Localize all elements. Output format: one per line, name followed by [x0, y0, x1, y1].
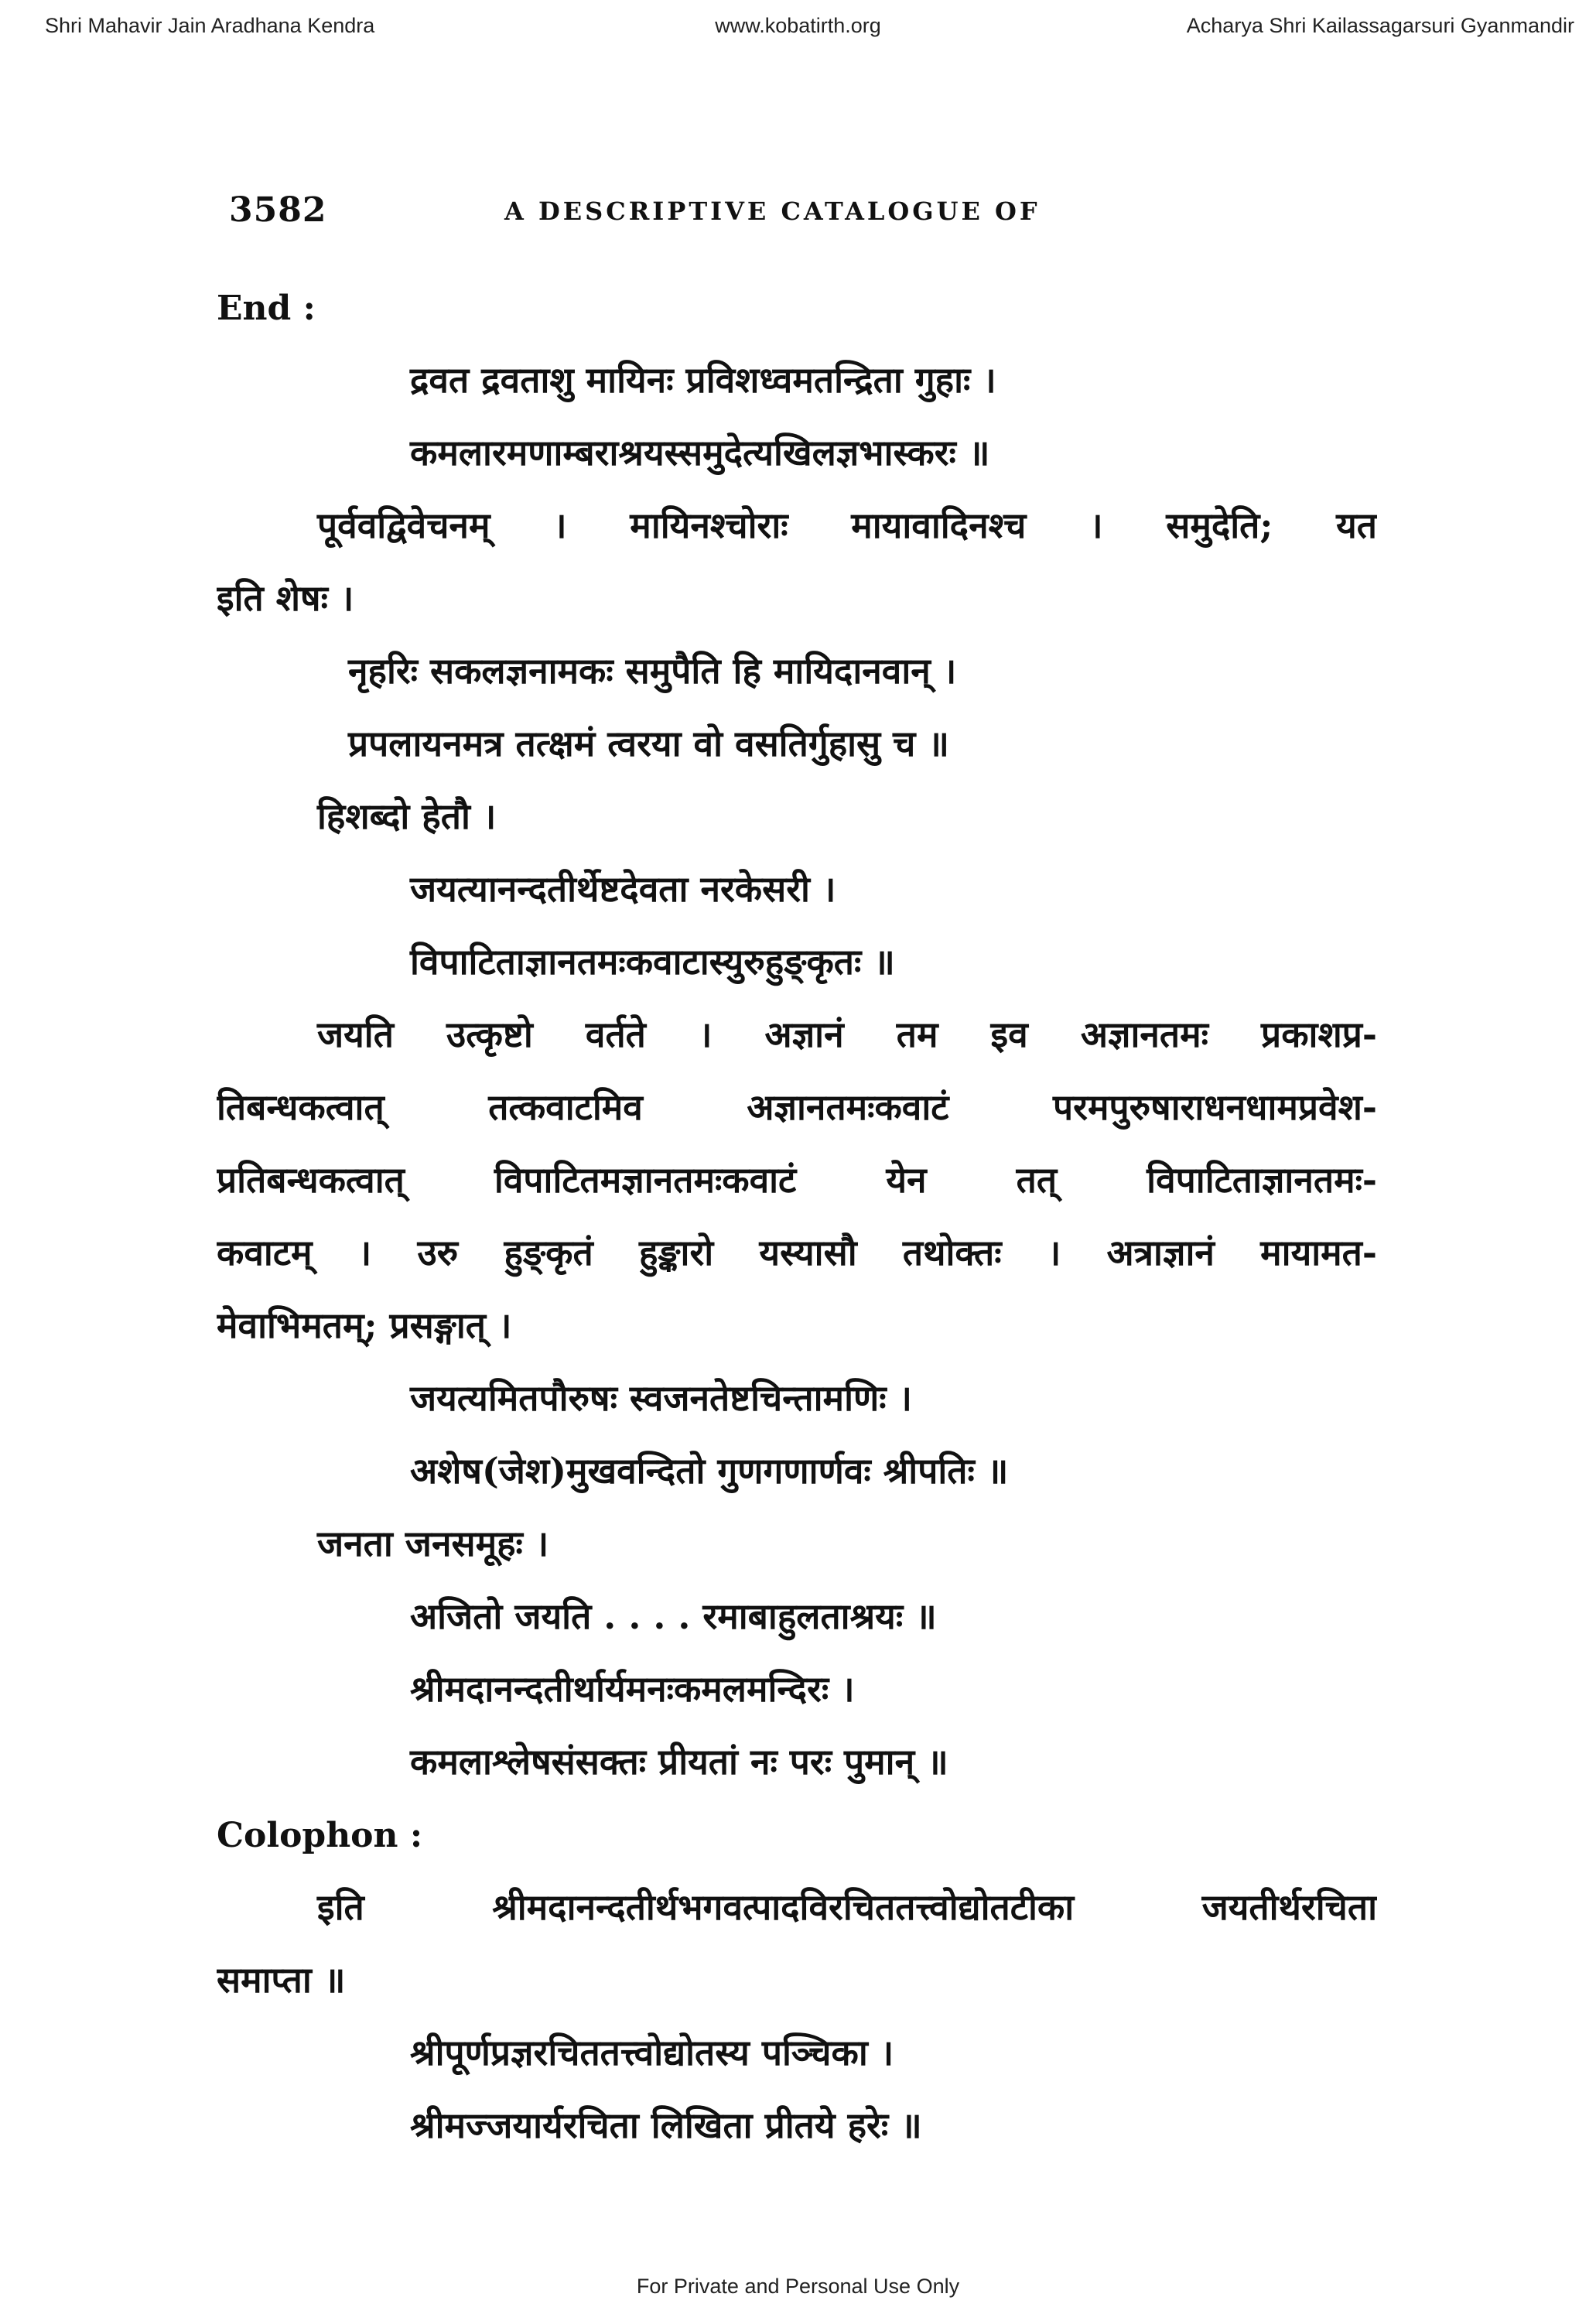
- end-label: End :: [217, 289, 316, 328]
- commentary-line: कवाटम् । उरु हुङ्कृतं हुङ्कारो यस्यासौ तथोक्तः । अत्राज्ञानं मायामत-: [217, 1232, 1377, 1273]
- colophon-label: Colophon :: [217, 1816, 423, 1855]
- commentary-line: हिशब्दो हेतौ ।: [317, 795, 497, 837]
- verse-line: अजितो जयति . . . . रमाबाहुलताश्रयः ॥: [410, 1595, 937, 1637]
- verse-line: श्रीमदानन्दतीर्थार्यमनःकमलमन्दिरः ।: [410, 1668, 855, 1710]
- verse-line: कमलाश्लेषसंसक्तः प्रीयतां नः परः पुमान् ॥: [410, 1741, 948, 1783]
- commentary-line: जयति उत्कृष्टो वर्तते । अज्ञानं तम इव अज्ञानतमः प्रकाशप्र-: [317, 1014, 1377, 1055]
- verse-line: अशेष(जेश)मुखवन्दितो गुणगणार्णवः श्रीपतिः ॥: [410, 1450, 1009, 1492]
- page-number: 3582: [229, 190, 327, 230]
- commentary-line: मेवाभिमतम्; प्रसङ्गात् ।: [217, 1304, 512, 1346]
- verse-line: विपाटिताज्ञानतमःकवाटास्युरुहुङ्कृतः ॥: [410, 941, 895, 983]
- header-left-text: Shri Mahavir Jain Aradhana Kendra: [45, 14, 375, 37]
- colophon-line: समाप्ता ॥: [217, 1959, 346, 2001]
- verse-line: जयत्यमितपौरुषः स्वजनतेष्टचिन्तामणिः ।: [410, 1377, 912, 1419]
- header-url-text: www.kobatirth.org: [715, 14, 881, 37]
- page-body: [217, 271, 1377, 2162]
- verse-line: प्रपलायनमत्र तत्क्षमं त्वरया वो वसतिर्गुहासु च ॥: [348, 723, 949, 764]
- verse-line: कमलारमणाम्बराश्रयस्समुदेत्यखिलज्ञभास्करः ॥: [410, 432, 990, 473]
- verse-line: जयत्यानन्दतीर्थेष्टदेवता नरकेसरी ।: [410, 868, 836, 910]
- commentary-line: पूर्ववद्विवेचनम् । मायिनश्चोराः मायावादिनश्च । समुदेति; यत: [317, 504, 1377, 546]
- site-header: [0, 14, 1596, 45]
- colophon-verse-line: श्रीपूर्णप्रज्ञरचिततत्त्वोद्योतस्य पञ्चिका ।: [410, 2032, 894, 2073]
- site-footer: For Private and Personal Use Only: [636, 2275, 960, 2298]
- commentary-line: जनता जनसमूहः ।: [317, 1523, 549, 1564]
- colophon-label-line: [217, 1798, 1377, 1871]
- page-header: [229, 190, 1374, 237]
- colophon-line: इति श्रीमदानन्दतीर्थभगवत्पादविरचिततत्त्वोद्योतटीका जयतीर्थरचिता: [317, 1886, 1377, 1928]
- verse-line: नृहरिः सकलज्ञनामकः समुपैति हि मायिदानवान् ।: [348, 650, 957, 692]
- verse-line: द्रवत द्रवताशु मायिनः प्रविशध्वमतन्द्रिता गुहाः ।: [410, 359, 996, 401]
- colophon-verse-line: श्रीमज्जयार्यरचिता लिखिता प्रीतये हरेः ॥: [410, 2104, 922, 2146]
- commentary-line: तिबन्धकत्वात् तत्कवाटमिव अज्ञानतमःकवाटं परमपुरुषाराधनधामप्रवेश-: [217, 1086, 1377, 1128]
- commentary-line: प्रतिबन्धकत्वात् विपाटितमज्ञानतमःकवाटं येन तत् विपाटिताज्ञानतमः-: [217, 1159, 1377, 1201]
- commentary-line: इति शेषः ।: [217, 577, 354, 619]
- end-label-line: [217, 271, 1377, 344]
- header-right-text: Acharya Shri Kailassagarsuri Gyanmandir: [1186, 14, 1574, 37]
- running-title: A DESCRIPTIVE CATALOGUE OF: [504, 197, 1041, 226]
